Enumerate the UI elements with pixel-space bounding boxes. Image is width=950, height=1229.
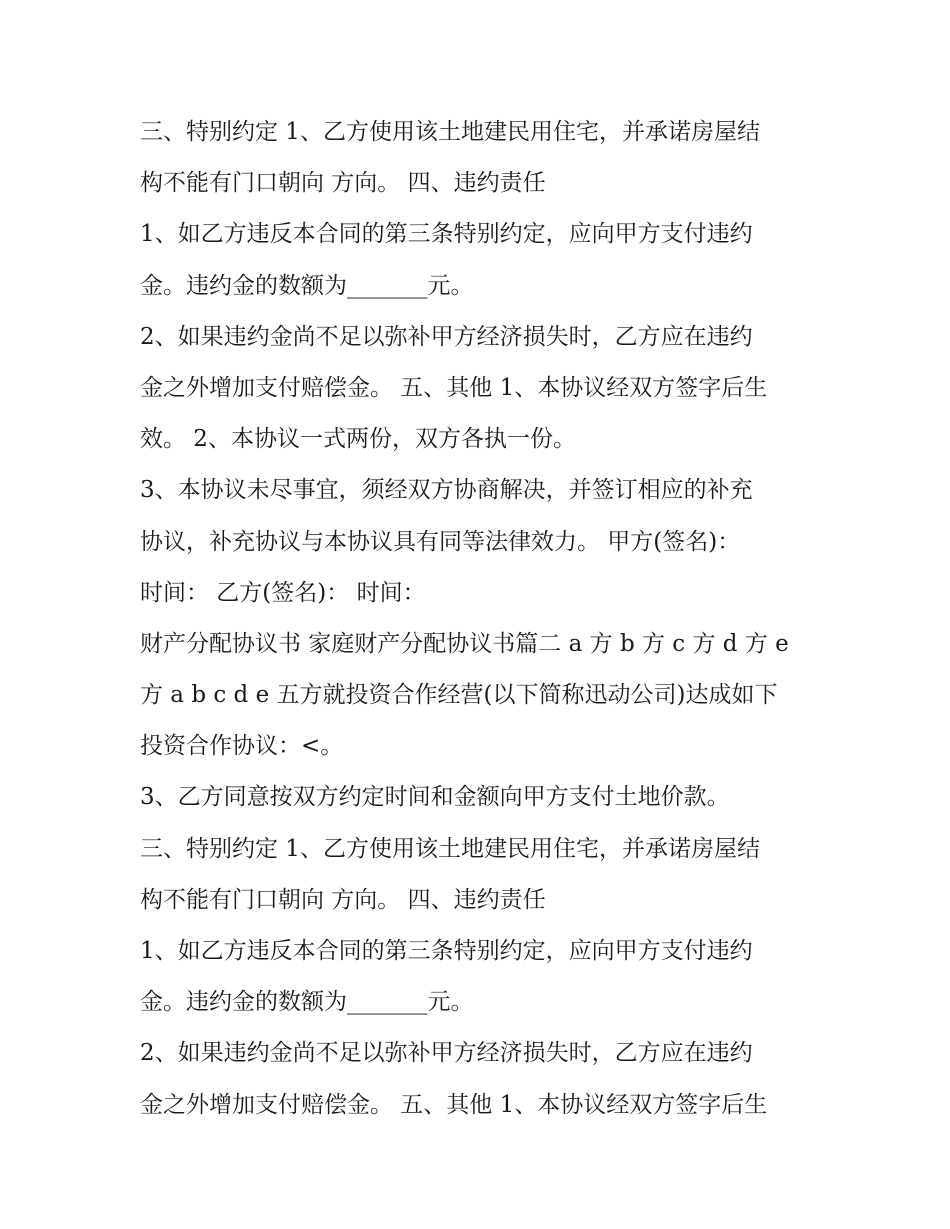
document-body: [140, 107, 820, 1131]
text-line: 2、如果违约金尚不足以弥补甲方经济损失时，乙方应在违约: [140, 1040, 753, 1067]
text-line: 财产分配协议书 家庭财产分配协议书篇二 a 方 b 方 c 方 d 方 e: [140, 630, 789, 657]
text-line: 金之外增加支付赔偿金。 五、其他 1、本协议经双方签字后生: [140, 374, 768, 401]
text-line: 三、特别约定 1、乙方使用该土地建民用住宅，并承诺房屋结: [140, 835, 760, 862]
text-line: 协议，补充协议与本协议具有同等法律效力。 甲方(签名)：: [140, 528, 741, 555]
text-line: 效。 2、本协议一式两份，双方各执一份。: [140, 426, 576, 453]
text-line: 金。违约金的数额为_______元。: [140, 989, 474, 1016]
text-line: 2、如果违约金尚不足以弥补甲方经济损失时，乙方应在违约: [140, 323, 753, 350]
text-line: 金之外增加支付赔偿金。 五、其他 1、本协议经双方签字后生: [140, 1091, 768, 1118]
text-line: 1、如乙方违反本合同的第三条特别约定，应向甲方支付违约: [140, 221, 753, 248]
text-line: 构不能有门口朝向 方向。 四、违约责任: [140, 170, 546, 197]
text-line: 时间： 乙方(签名)： 时间：: [140, 579, 426, 606]
text-line: 三、特别约定 1、乙方使用该土地建民用住宅，并承诺房屋结: [140, 119, 760, 145]
text-line: 3、本协议未尽事宜，须经双方协商解决，并签订相应的补充: [140, 477, 753, 504]
text-line: 投资合作协议：<。: [140, 733, 344, 760]
text-line: 3、乙方同意按双方约定时间和金额向甲方支付土地价款。: [140, 784, 730, 811]
text-line: 构不能有门口朝向 方向。 四、违约责任: [140, 886, 546, 913]
text-line: 金。违约金的数额为_______元。: [140, 272, 474, 299]
text-line: 方 a b c d e 五方就投资合作经营(以下简称迅动公司)达成如下: [140, 682, 778, 709]
text-line: 1、如乙方违反本合同的第三条特别约定，应向甲方支付违约: [140, 938, 753, 964]
